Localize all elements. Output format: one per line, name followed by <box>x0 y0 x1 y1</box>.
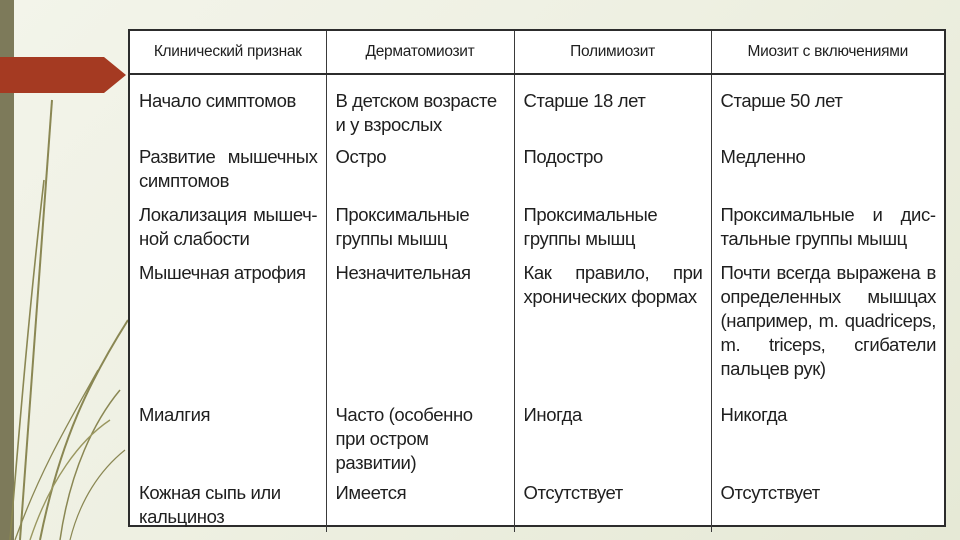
header-clinical-sign: Клинический признак <box>130 31 326 74</box>
table-cell: Почти всегда выражена в определенных мышцах (например, m. quadriceps, m. triceps, сгибатели пальцев рук) <box>720 262 936 379</box>
table-cell: Никогда <box>720 404 787 425</box>
table-cell: Начало симптомов <box>130 74 326 142</box>
header-inclusion-myositis: Миозит с включениями <box>711 31 944 74</box>
table-cell: Медленно <box>720 146 806 167</box>
table-cell: Локализация мышечной слабости <box>130 200 326 258</box>
table-cell: Мышечная атрофия <box>130 258 326 400</box>
table-cell: Незначительная <box>326 258 514 400</box>
table-cell: Отсутствует <box>720 482 820 503</box>
table-cell: Отсутствует <box>514 478 711 532</box>
arrow-marker-icon <box>0 55 128 95</box>
table-cell: Проксимальные и дистальные группы мышц <box>720 204 936 249</box>
table-row <box>130 74 944 142</box>
table-row <box>130 400 944 478</box>
table-row <box>130 258 944 400</box>
table-cell: Остро <box>326 142 514 200</box>
table-cell: Кожная сыпь или кальциноз <box>130 478 326 532</box>
comparison-table <box>128 29 946 527</box>
table-cell: Часто (особенно при остром развитии) <box>326 400 514 478</box>
table-cell: Старше 18 лет <box>514 74 711 142</box>
table-cell: Подостро <box>514 142 711 200</box>
table-cell: Иногда <box>514 400 711 478</box>
table-row <box>130 142 944 200</box>
table-row <box>130 478 944 532</box>
table-cell: В детском возрасте и у взрослых <box>326 74 514 142</box>
header-polymyositis: Полимиозит <box>514 31 711 74</box>
table-cell: Проксимальные группы мышц <box>326 200 514 258</box>
table-cell: Проксимальные группы мышц <box>514 200 711 258</box>
header-dermatomyositis: Дерматомиозит <box>326 31 514 74</box>
table-cell: Старше 50 лет <box>720 90 843 111</box>
table-cell: Имеется <box>326 478 514 532</box>
table-cell: Миалгия <box>130 400 326 478</box>
table-cell: Как правило, при хронических формах <box>514 258 711 400</box>
table-row <box>130 200 944 258</box>
table-header-row <box>130 31 944 74</box>
table-cell: Развитие мышечных симптомов <box>130 142 326 200</box>
